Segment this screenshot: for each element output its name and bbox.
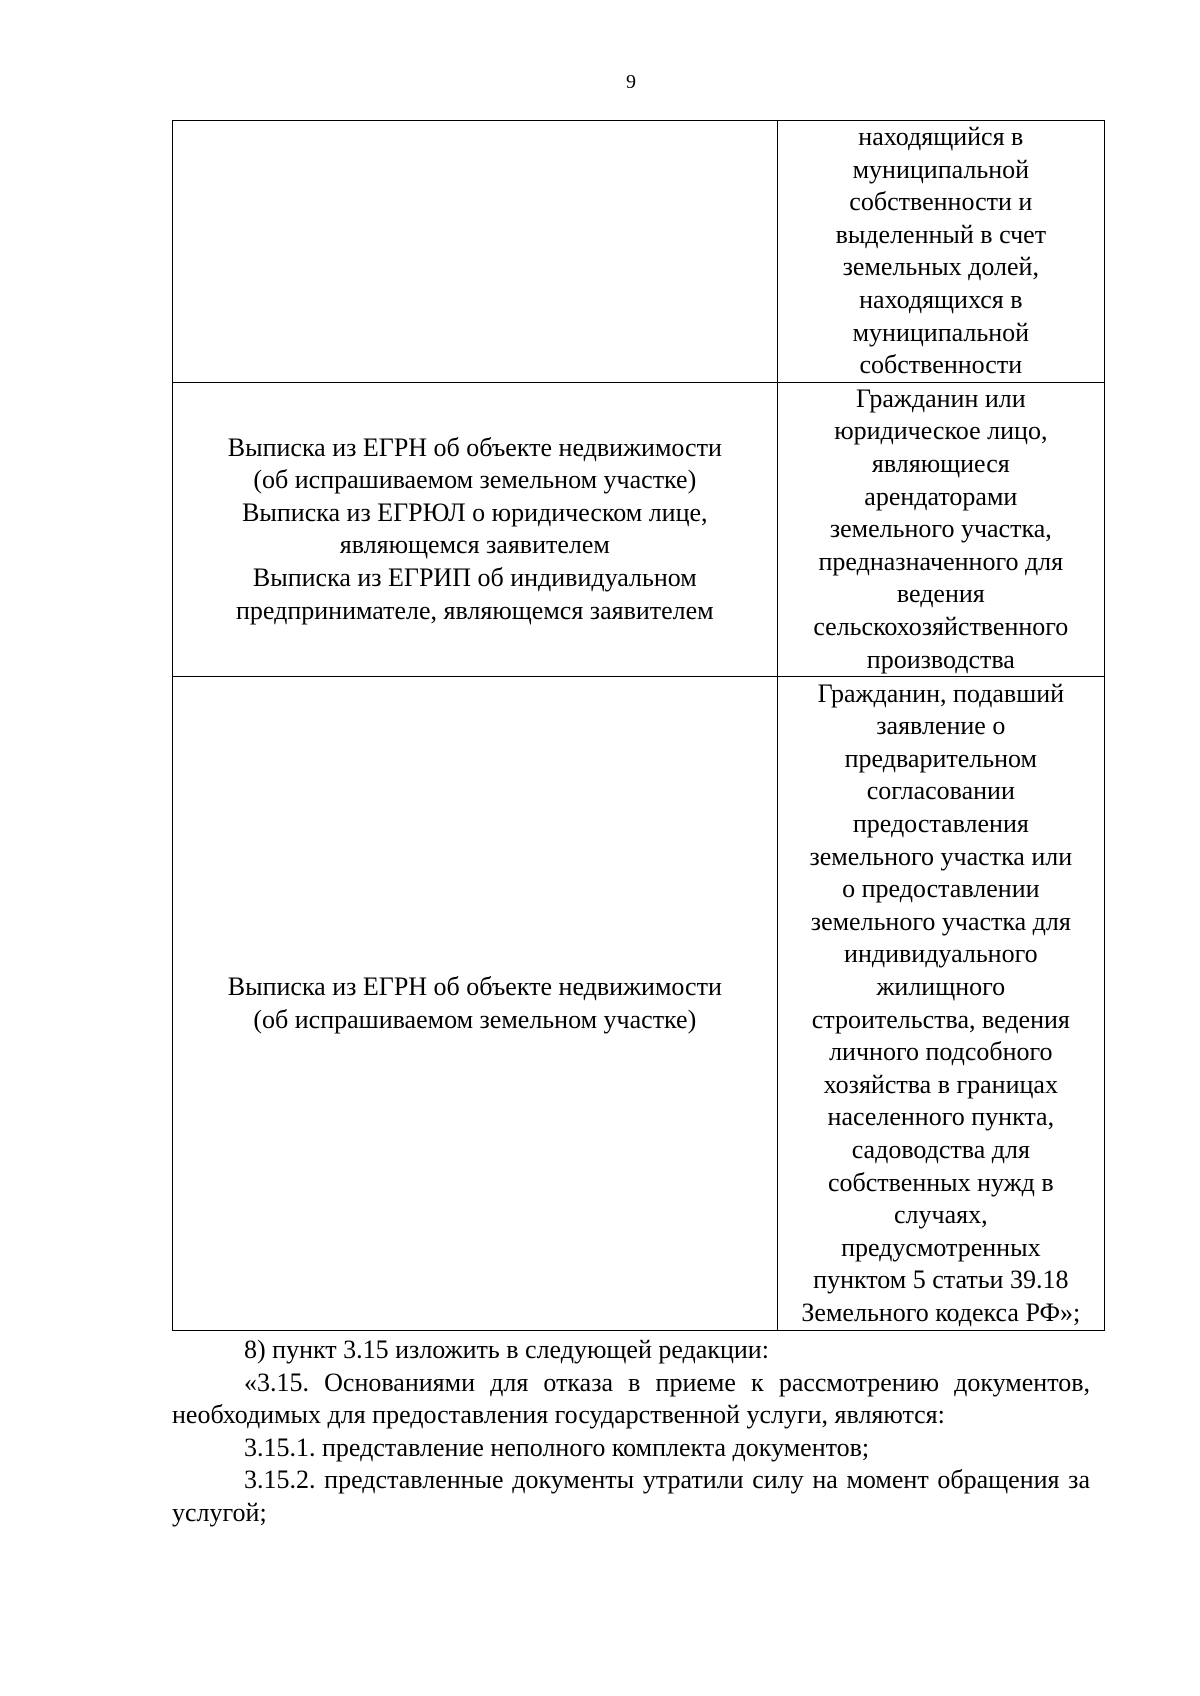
cell-line: согласовании [866,776,1015,806]
cell-line: земельного участка для [810,906,1071,936]
cell-line: о предоставлении [842,874,1040,904]
cell-line: (об испрашиваемом земельном участке) [253,1004,697,1034]
cell-line: производства [866,644,1015,674]
cell-line: предварительном [844,743,1037,773]
cell-line: Земельного кодекса РФ»; [801,1297,1081,1327]
cell-line: Выписка из ЕГРЮЛ о юридическом лице, [242,497,708,527]
cell-line: сельскохозяйственного [813,611,1069,641]
cell-line: собственности и [849,187,1033,217]
cell-line: пунктом 5 статьи 39.18 [813,1265,1069,1295]
cell-line: Выписка из ЕГРН об объекте недвижимости [227,972,722,1001]
cell-line: предназначенного для [818,546,1064,576]
cell-line: предпринимателе, являющемся заявителем [235,595,714,625]
cell-line: хозяйства в границах [823,1069,1058,1099]
table-cell-documents [173,121,778,383]
table-cell-applicant [777,382,1104,676]
cell-line: выделенный в счет [835,219,1047,249]
cell-line: Выписка из ЕГРИП об индивидуальном [252,563,697,593]
paragraph-3-15-1: 3.15.1. представление неполного комплекта документов; [244,1432,870,1462]
cell-line: арендаторами [864,481,1018,511]
paragraph-3-15: «3.15. Основаниями для отказа в приеме к рассмотрению документов, необходимых для предоставления государственной услуги, являются: [172,1367,1090,1430]
table-cell-applicant [777,121,1104,383]
cell-line: Выписка из ЕГРН об объекте недвижимости [227,432,722,462]
paragraph-3-15-2: 3.15.2. представленные документы утратили силу на момент обращения за услугой; [172,1465,1090,1527]
cell-line: собственности [859,350,1023,380]
paragraph-item-8: 8) пункт 3.15 изложить в следующей редакции: [244,1335,769,1364]
cell-line: населенного пункта, [827,1102,1055,1132]
cell-line: предоставления [852,809,1029,839]
cell-line: Гражданин, подавший [817,678,1065,708]
cell-line: личного подсобного [829,1037,1053,1067]
table-row [173,121,1105,383]
cell-line: являющемся заявителем [339,530,610,560]
cell-line: Гражданин или [855,383,1026,413]
cell-line: находящихся в [859,284,1023,314]
cell-line: ведения [896,579,985,609]
table-cell-documents [173,677,778,1331]
cell-line: строительства, ведения [811,1004,1070,1034]
cell-line: земельного участка, [829,514,1052,544]
cell-line: находящийся в [858,122,1024,151]
cell-line: земельного участка или [809,841,1073,871]
cell-line: собственных нужд в [827,1167,1054,1197]
cell-line: земельных долей, [842,252,1039,282]
cell-line: муниципальной [852,154,1030,184]
page-number: 9 [626,71,636,93]
cell-line: муниципальной [852,317,1030,347]
cell-line: садоводства для [851,1134,1030,1164]
cell-line: индивидуального [844,939,1038,969]
documents-table [172,120,1105,1331]
cell-line: являющиеся [871,448,1010,478]
cell-line: юридическое лицо, [834,416,1048,446]
table-cell-documents [173,382,778,676]
table-cell-applicant [777,677,1104,1331]
cell-line: заявление о [876,711,1006,741]
body-text [172,1334,1090,1530]
cell-line: случаях, [894,1200,988,1230]
cell-line: (об испрашиваемом земельном участке) [253,465,697,495]
cell-line: предусмотренных [841,1232,1041,1262]
cell-line: жилищного [876,972,1006,1001]
table-row [173,677,1105,1331]
table-row [173,382,1105,676]
